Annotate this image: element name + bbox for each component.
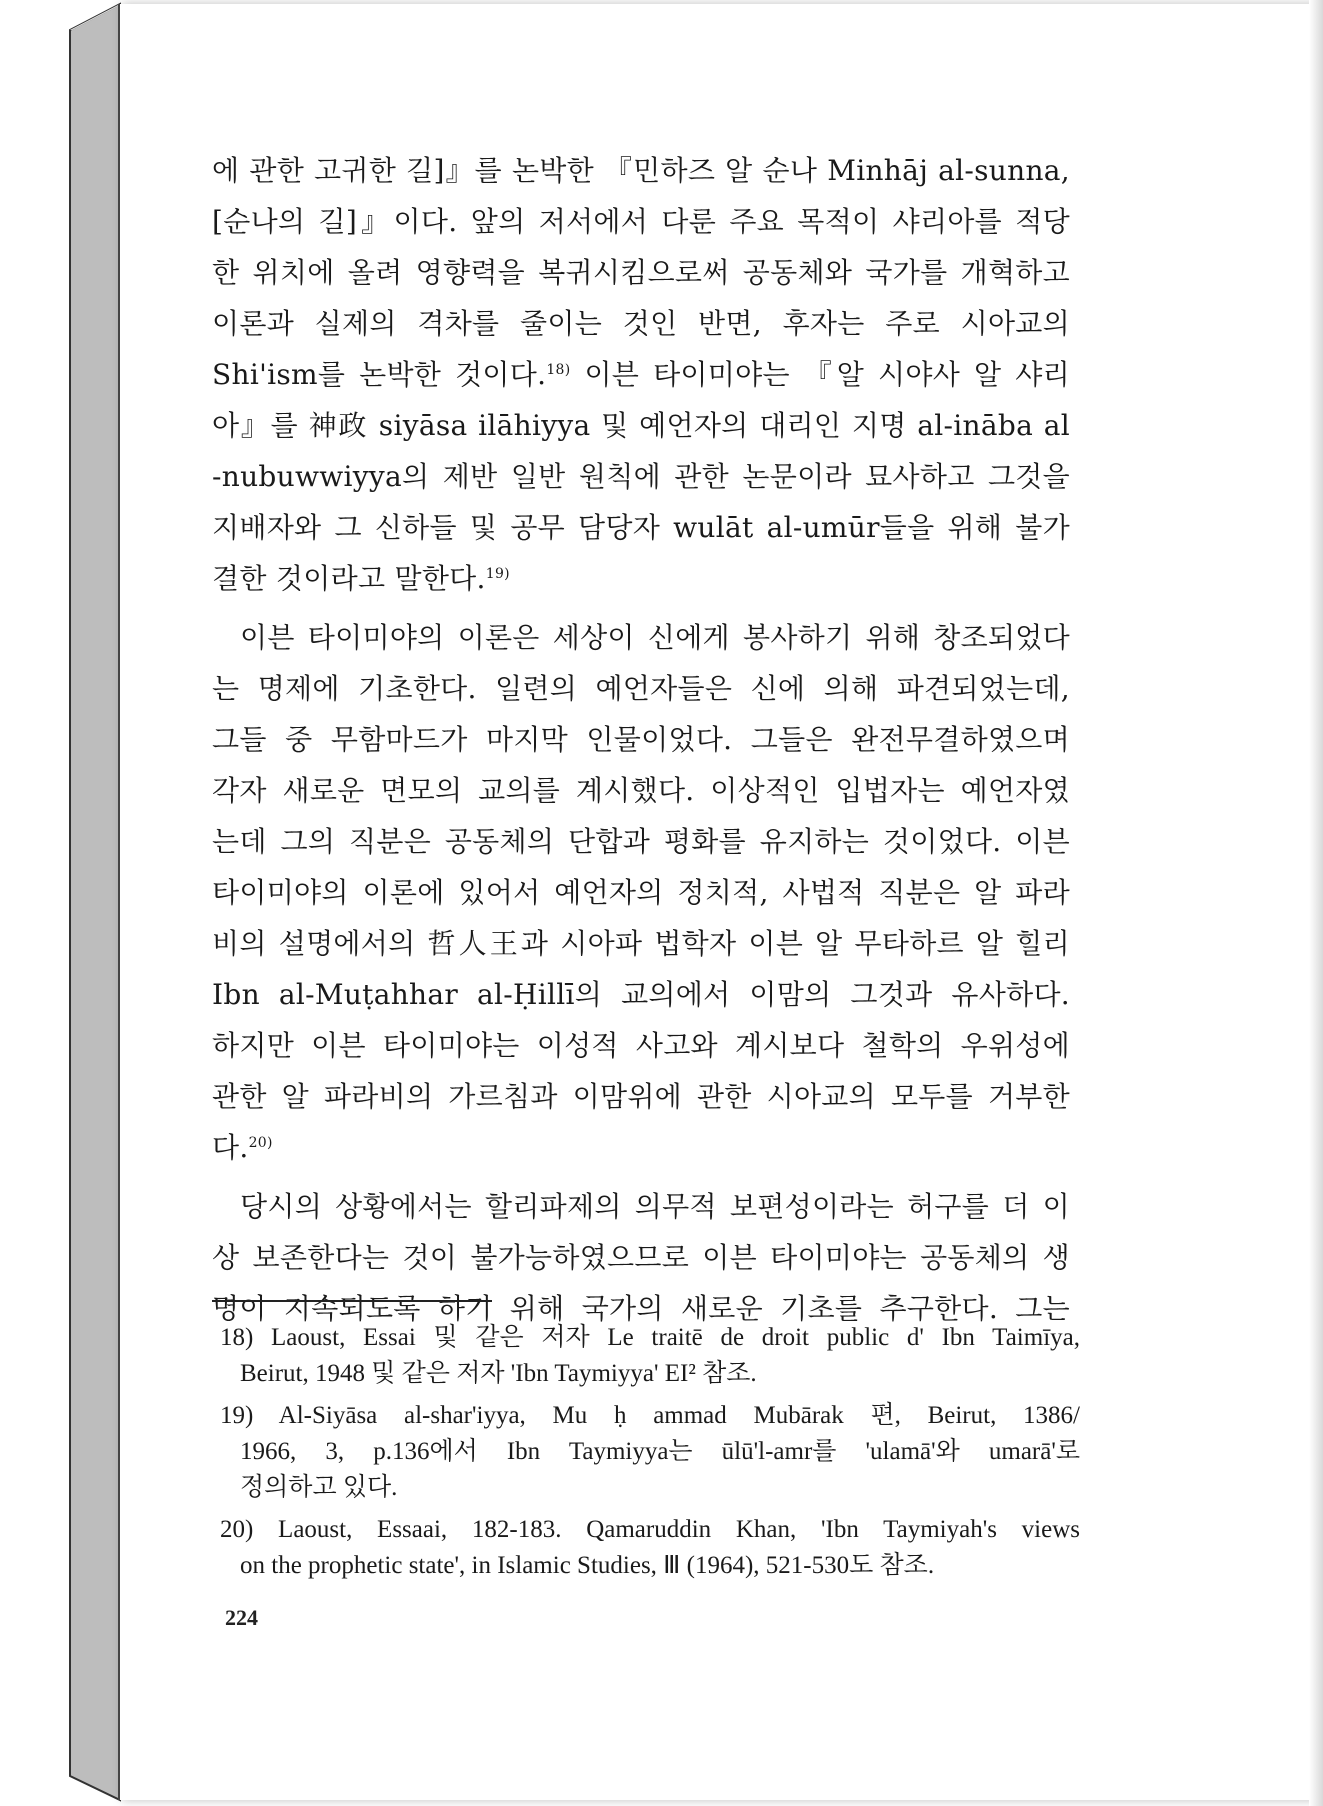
body-text <box>212 145 1070 1334</box>
footnote-18: 18) Laoust, Essai 및 같은 저자 Le traitē de droit public d' Ibn Taimīya, <box>220 1324 1080 1351</box>
text-segment: Shi'ism를 논박한 것이다. <box>212 358 547 391</box>
text-line: 한 위치에 올려 영향력을 복귀시킴으로써 공동체와 국가를 개혁하고 <box>212 256 1070 289</box>
footnote-20-cont: on the prophetic state', in Islamic Studies, Ⅲ (1964), 521-530도 참조. <box>240 1552 935 1579</box>
text-line <box>212 553 1070 604</box>
footnote-19-cont: 정의하고 있다. <box>240 1474 398 1501</box>
text-line: 관한 알 파라비의 가르침과 이맘위에 관한 시아교의 모두를 거부한 <box>212 1080 1070 1113</box>
text-line: 는 명제에 기초한다. 일련의 예언자들은 신에 의해 파견되었는데, <box>212 672 1070 705</box>
footnote-ref-20: 20) <box>248 1135 273 1151</box>
footnotes <box>220 1320 1080 1584</box>
footnote-18-cont: Beirut, 1948 및 같은 저자 'Ibn Taymiyya' EI² 참조. <box>240 1360 757 1387</box>
text-line: 상 보존한다는 것이 불가능하였으므로 이븐 타이미야는 공동체의 생 <box>212 1241 1070 1274</box>
text-line <box>212 1122 1070 1173</box>
page-edge-shadow <box>1309 0 1323 1806</box>
footnote-ref-18: 18) <box>546 362 571 378</box>
footnote-19-cont: 1966, 3, p.136에서 Ibn Taymiyya는 ūlū'l-amr를 'ulamā'와 umarā'로 <box>240 1438 1080 1465</box>
text-segment: 이븐 타이미야는 『알 시야사 알 샤리 <box>570 358 1070 391</box>
text-line: [순나의 길]』이다. 앞의 저서에서 다룬 주요 목적이 샤리아를 적당 <box>212 205 1070 238</box>
text-line: 아』를 神政 siyāsa ilāhiyya 및 예언자의 대리인 지명 al-ināba al <box>212 409 1070 442</box>
text-line: 각자 새로운 면모의 교의를 계시했다. 이상적인 입법자는 예언자였 <box>212 774 1070 807</box>
page-number: 224 <box>225 1605 258 1630</box>
footnote-ref-19: 19) <box>485 566 510 582</box>
text-segment: 다. <box>212 1131 249 1164</box>
text-segment: 결한 것이라고 말한다. <box>212 562 486 595</box>
footnote-separator <box>212 1300 492 1302</box>
text-line: 하지만 이븐 타이미야는 이성적 사고와 계시보다 철학의 우위성에 <box>212 1029 1070 1062</box>
text-line: 그들 중 무함마드가 마지막 인물이었다. 그들은 완전무결하였으며 <box>212 723 1070 756</box>
text-line: -nubuwwiyya의 제반 일반 원칙에 관한 논문이라 묘사하고 그것을 <box>212 460 1070 493</box>
footnote-19: 19) Al-Siyāsa al-shar'iyya, Mu ḥ ammad Mubārak 편, Beirut, 1386/ <box>220 1402 1080 1429</box>
text-line: 이븐 타이미야의 이론은 세상이 신에게 봉사하기 위해 창조되었다 <box>240 621 1070 654</box>
text-line: 이론과 실제의 격차를 줄이는 것인 반면, 후자는 주로 시아교의 <box>212 307 1070 340</box>
text-line: 에 관한 고귀한 길]』를 논박한 『민하즈 알 순나 Minhāj al-sunna, <box>212 154 1070 187</box>
text-line: 는데 그의 직분은 공동체의 단합과 평화를 유지하는 것이었다. 이븐 <box>212 825 1070 858</box>
text-line: 비의 설명에서의 哲人王과 시아파 법학자 이븐 알 무타하르 알 힐리 <box>212 927 1070 960</box>
footnote-20: 20) Laoust, Essaai, 182-183. Qamaruddin Khan, 'Ibn Taymiyah's views <box>220 1516 1080 1543</box>
text-line: Ibn al-Muṭahhar al-Ḥillī의 교의에서 이맘의 그것과 유사하다. <box>212 978 1070 1011</box>
text-line: 당시의 상황에서는 할리파제의 의무적 보편성이라는 허구를 더 이 <box>240 1190 1070 1223</box>
text-line <box>212 349 1070 400</box>
text-line: 타이미야의 이론에 있어서 예언자의 정치적, 사법적 직분은 알 파라 <box>212 876 1070 909</box>
text-line: 지배자와 그 신하들 및 공무 담당자 wulāt al-umūr들을 위해 불가 <box>212 511 1070 544</box>
text-line: 명이 지속되도록 하기 위해 국가의 새로운 기초를 추구한다. 그는 <box>212 1292 1070 1325</box>
